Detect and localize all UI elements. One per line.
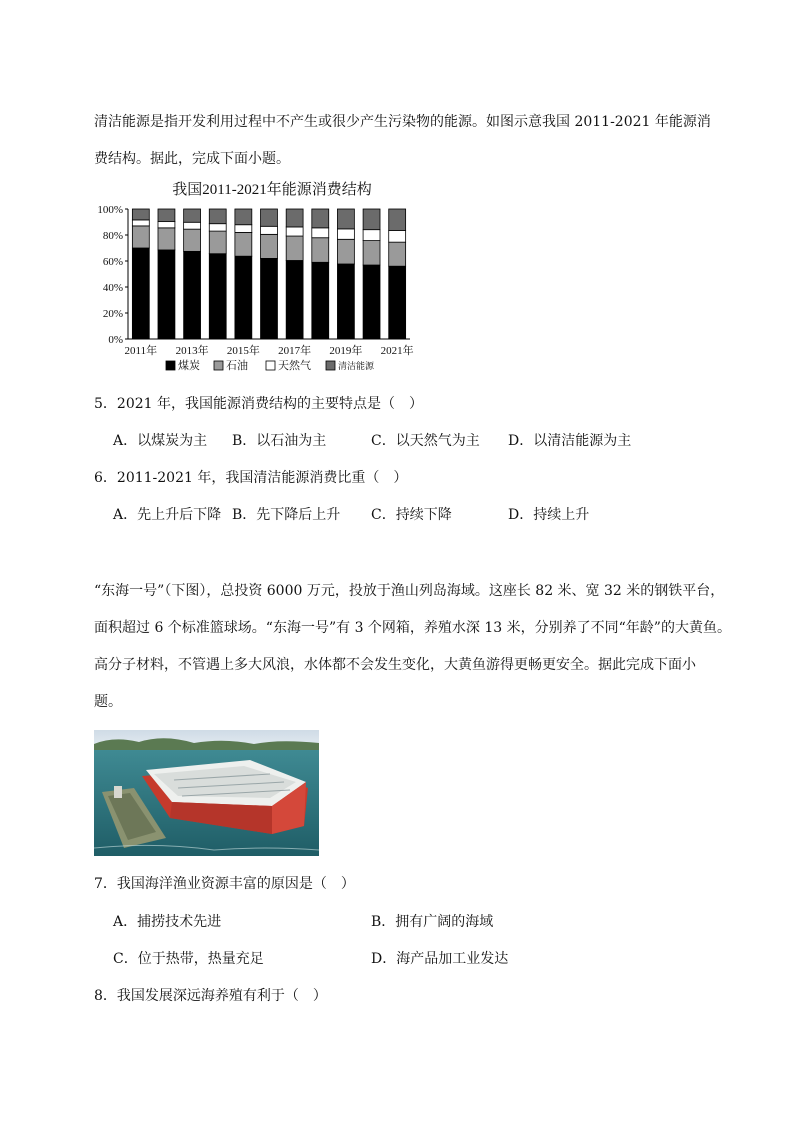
q6-option-b[interactable]: B．先下降后上升 <box>232 507 341 523</box>
bar-segment <box>363 241 380 265</box>
bar-segment <box>209 224 226 231</box>
q5-stem: 5．2021 年，我国能源消费结构的主要特点是（ ） <box>94 396 423 412</box>
bar-segment <box>132 226 149 248</box>
bar-segment <box>312 262 329 339</box>
bar-segment <box>312 209 329 228</box>
bar-segment <box>312 228 329 238</box>
bar-segment <box>158 209 175 222</box>
bar-segment <box>286 227 303 236</box>
chart-bars <box>132 209 405 339</box>
q8-stem: 8．我国发展深远海养殖有利于（ ） <box>94 988 327 1004</box>
bar-segment <box>389 266 406 339</box>
y-tick-label: 80% <box>102 230 123 242</box>
q5-option-a[interactable]: A．以煤炭为主 <box>113 433 208 449</box>
bar-segment <box>337 229 354 239</box>
bar-segment <box>363 265 380 339</box>
y-tick-label: 100% <box>97 204 123 216</box>
x-tick-label: 2017年 <box>278 345 312 357</box>
intro2-line3: 高分子材料，不管遇上多大风浪，水体都不会发生变化，大黄鱼游得更畅更安全。据此完成下面小 <box>94 657 696 673</box>
bar-segment <box>261 209 278 226</box>
q6-option-d[interactable]: D．持续上升 <box>508 507 590 523</box>
legend-swatch <box>326 361 335 370</box>
bar-segment <box>312 238 329 263</box>
chart-legend <box>166 358 375 372</box>
legend-label: 石油 <box>226 360 248 372</box>
chart-title: 我国2011-2021年能源消费结构 <box>172 182 372 198</box>
bar-segment <box>235 209 252 225</box>
bar-segment <box>184 222 201 229</box>
bar-segment <box>337 264 354 339</box>
bar-segment <box>209 209 226 224</box>
bar-segment <box>235 232 252 256</box>
bar-segment <box>132 209 149 220</box>
y-axis <box>97 204 128 346</box>
legend-label: 天然气 <box>278 360 311 372</box>
q7-option-a[interactable]: A．捕捞技术先进 <box>113 914 222 930</box>
intro1-line1: 清洁能源是指开发利用过程中不产生或很少产生污染物的能源。如图示意我国 2011-2021 年能源消 <box>94 114 711 130</box>
intro2-line1: “东海一号”（下图），总投资 6000 万元，投放于渔山列岛海域。这座长 82 米、宽 32 米的钢铁平台， <box>94 583 725 599</box>
q6-option-c[interactable]: C．持续下降 <box>371 507 452 523</box>
bar-segment <box>286 209 303 227</box>
y-tick-label: 20% <box>102 308 123 320</box>
x-tick-label: 2013年 <box>175 345 209 357</box>
bar-segment <box>158 250 175 339</box>
bar-segment <box>184 209 201 222</box>
intro2-line2: 面积超过 6 个标准篮球场。“东海一号”有 3 个网箱，养殖水深 13 米，分别养了不同“年龄”的大黄鱼。 <box>94 620 731 636</box>
bar-segment <box>209 231 226 254</box>
q7-option-c[interactable]: C．位于热带，热量充足 <box>113 951 264 967</box>
bar-segment <box>261 226 278 234</box>
bar-segment <box>363 230 380 241</box>
bar-segment <box>132 248 149 339</box>
bar-segment <box>389 209 406 231</box>
donghai-platform-photo <box>94 730 319 856</box>
y-tick-label: 0% <box>108 334 123 346</box>
bar-segment <box>184 251 201 339</box>
y-tick-label: 40% <box>102 282 123 294</box>
legend-label: 煤炭 <box>178 360 200 372</box>
bar-segment <box>389 231 406 243</box>
q7-stem: 7．我国海洋渔业资源丰富的原因是（ ） <box>94 876 355 892</box>
bar-segment <box>184 229 201 251</box>
legend-label: 清洁能源 <box>338 361 375 371</box>
intro1-line2: 费结构。据此，完成下面小题。 <box>94 151 290 167</box>
bar-segment <box>261 234 278 258</box>
bar-segment <box>286 260 303 339</box>
q6-stem: 6．2011-2021 年，我国清洁能源消费比重（ ） <box>94 470 408 486</box>
bar-segment <box>235 256 252 339</box>
x-axis <box>125 339 414 357</box>
energy-consumption-chart <box>94 175 424 385</box>
x-tick-label: 2011年 <box>124 345 158 357</box>
bar-segment <box>389 242 406 266</box>
legend-swatch <box>266 361 275 370</box>
q5-option-d[interactable]: D．以清洁能源为主 <box>508 433 632 449</box>
q7-option-d[interactable]: D．海产品加工业发达 <box>371 951 509 967</box>
intro2-line4: 题。 <box>94 694 122 710</box>
q7-option-b[interactable]: B．拥有广阔的海域 <box>371 914 494 930</box>
q5-option-b[interactable]: B．以石油为主 <box>232 433 327 449</box>
bar-segment <box>286 236 303 260</box>
bar-segment <box>337 239 354 264</box>
x-tick-label: 2021年 <box>380 345 414 357</box>
x-tick-label: 2015年 <box>226 345 260 357</box>
bar-segment <box>337 209 354 229</box>
legend-swatch <box>214 361 223 370</box>
q6-option-a[interactable]: A．先上升后下降 <box>113 507 222 523</box>
bar-segment <box>363 209 380 230</box>
bar-segment <box>158 228 175 250</box>
bar-segment <box>261 258 278 339</box>
bar-segment <box>235 225 252 233</box>
bar-segment <box>209 254 226 339</box>
legend-swatch <box>166 361 175 370</box>
bar-segment <box>158 222 175 228</box>
q5-option-c[interactable]: C．以天然气为主 <box>371 433 480 449</box>
y-tick-label: 60% <box>102 256 123 268</box>
bar-segment <box>132 220 149 226</box>
x-tick-label: 2019年 <box>329 345 363 357</box>
